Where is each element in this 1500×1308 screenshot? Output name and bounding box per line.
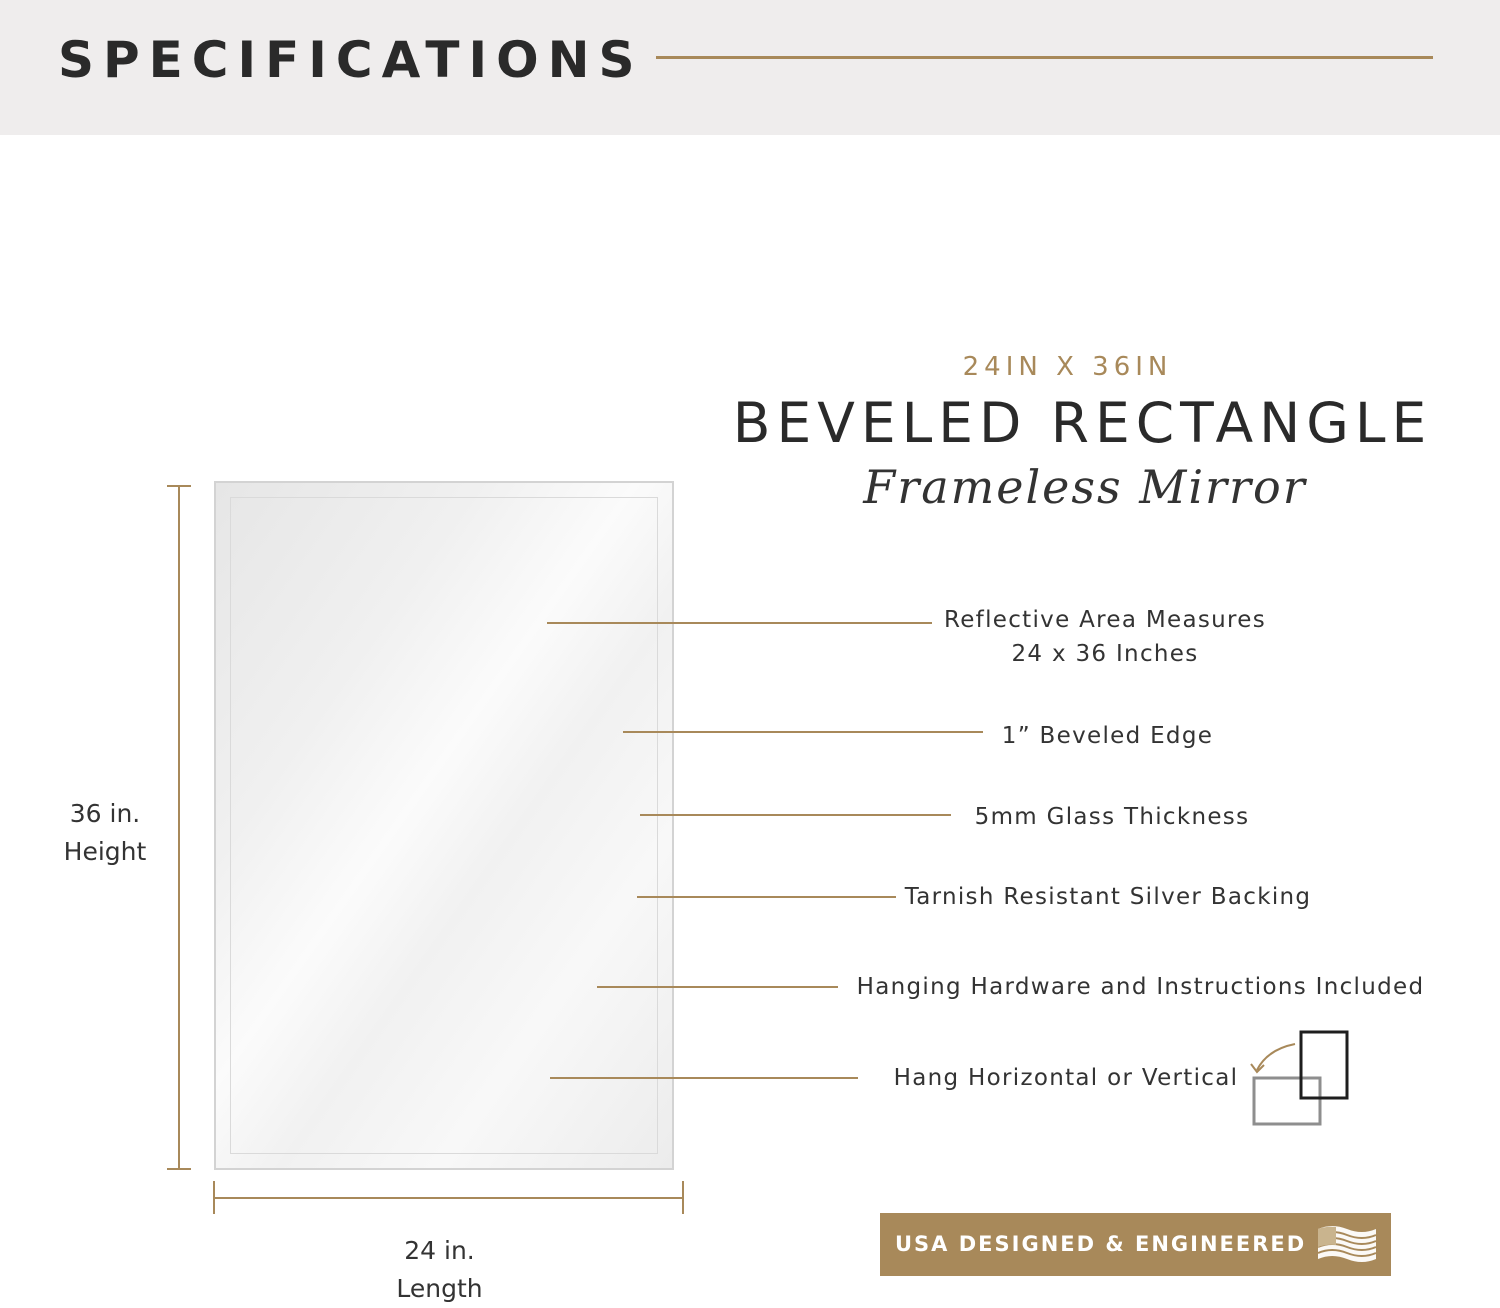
spec-silver-backing: Tarnish Resistant Silver Backing xyxy=(904,884,1312,910)
product-title: BEVELED RECTANGLE xyxy=(732,391,1433,455)
mirror-image xyxy=(214,481,674,1170)
height-dimension-line xyxy=(178,486,180,1169)
spec-reflective-area-line1: Reflective Area Measures xyxy=(943,607,1267,633)
height-caption: Height xyxy=(63,837,147,866)
height-dimension-cap-bottom xyxy=(167,1168,191,1170)
height-label xyxy=(40,795,170,871)
spec-reflective-area-line2: 24 x 36 Inches xyxy=(1011,641,1199,667)
length-value: 24 in. xyxy=(404,1236,475,1265)
spec-reflective-area xyxy=(920,603,1290,671)
product-subtitle: Frameless Mirror xyxy=(863,460,1307,514)
length-label xyxy=(372,1232,507,1308)
mirror-bevel xyxy=(230,497,658,1154)
callout-line-hanging-hardware xyxy=(597,986,838,988)
spec-hanging-hardware: Hanging Hardware and Instructions Included xyxy=(856,974,1425,1000)
height-dimension-cap-top xyxy=(167,485,191,487)
page-title: SPECIFICATIONS xyxy=(58,31,644,89)
us-flag-icon xyxy=(1316,1223,1378,1265)
callout-line-beveled-edge xyxy=(623,731,983,733)
rotate-orientation-icon xyxy=(1245,1028,1355,1132)
length-caption: Length xyxy=(396,1274,483,1303)
usa-badge-label: USA DESIGNED & ENGINEERED xyxy=(895,1232,1307,1256)
callout-line-glass-thickness xyxy=(640,814,951,816)
header-divider xyxy=(656,56,1433,59)
spec-glass-thickness: 5mm Glass Thickness xyxy=(974,804,1250,830)
usa-badge xyxy=(880,1213,1391,1276)
length-dimension-cap-right xyxy=(682,1181,684,1214)
height-value: 36 in. xyxy=(69,799,141,828)
callout-line-reflective-area xyxy=(547,622,932,624)
length-dimension-line xyxy=(214,1197,684,1199)
callout-line-silver-backing xyxy=(637,896,896,898)
spec-beveled-edge: 1” Beveled Edge xyxy=(1001,723,1214,749)
header-band xyxy=(0,0,1500,135)
spec-orientation: Hang Horizontal or Vertical xyxy=(893,1065,1239,1091)
product-size: 24IN X 36IN xyxy=(962,352,1173,382)
length-dimension-cap-left xyxy=(213,1181,215,1214)
callout-line-orientation xyxy=(550,1077,858,1079)
